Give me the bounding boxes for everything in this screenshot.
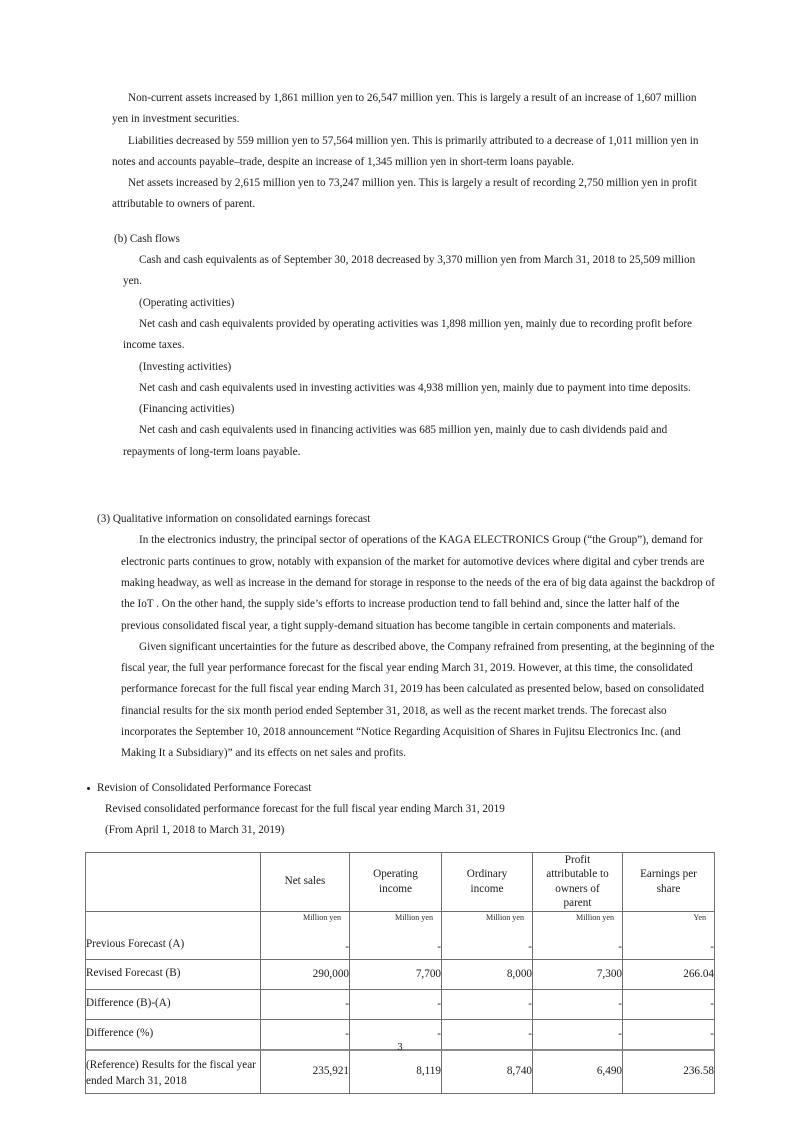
table-row [86, 989, 715, 1019]
forecast-table [85, 852, 715, 1094]
cell-difference-percent-net-sales: - [261, 1019, 350, 1050]
cell-reference-ordinary-income: 8,740 [442, 1050, 533, 1094]
heading-cash-flows: (b) Cash flows [114, 232, 180, 245]
cell-difference-percent-eps: - [623, 1019, 715, 1050]
label-investing-activities: (Investing activities) [139, 360, 232, 373]
cell-revised-forecast-net-sales: 290,000 [261, 959, 350, 989]
paragraph-operating-activities: Net cash and cash equivalents provided by operating activities was 1,898 million yen, mainly due to recording profit before income taxes. [123, 317, 693, 352]
cell-reference-net-sales: 235,921 [261, 1050, 350, 1094]
cell-value: - [345, 940, 349, 953]
unit-label-operating-income: Million yen [395, 912, 433, 922]
cell-difference-ba-eps: - [623, 989, 715, 1019]
page-number: 3 [397, 1042, 403, 1053]
cell-difference-percent-operating-income: - [350, 1019, 442, 1050]
column-header-net-sales: Net sales [261, 852, 350, 911]
cell-previous-forecast-net-sales [261, 911, 350, 959]
paragraph-financing-activities: Net cash and cash equivalents used in financing activities was 685 million yen, mainly due to cash dividends paid and repayments of long-term loans payable. [123, 424, 668, 458]
column-header-profit-attributable: Profit attributable to owners of parent [533, 852, 623, 911]
paragraph-uncertainties: Given significant uncertainties for the future as described above, the Company refrained from presenting, at the beginning of the fiscal year, the full year performance forecast for the fiscal year ending March 31, 2019. However, at this time, the consolidated performance forecast for the full fiscal year ending March 31, 2019 has been calculated as presented below, based on consolidated financial results for the six month period ended September 31, 2018, as well as the recent market trends. The forecast also incorporates the September 10, 2018 announcement “Notice Regarding Acquisition of Shares in Fujitsu Electronics Inc. (and Making It a Subsidiary)” and its effects on net sales and profits. [121, 640, 715, 760]
row-label-previous-forecast: Previous Forecast (A) [86, 911, 261, 959]
cell-revised-forecast-ordinary-income: 8,000 [442, 959, 533, 989]
spacer [85, 463, 715, 509]
row-label-reference-results: (Reference) Results for the fiscal year ended March 31, 2018 [86, 1050, 261, 1094]
bullet-heading-revision [85, 778, 715, 799]
paragraph-net-assets: Net assets increased by 2,615 million yen to 73,247 million yen. This is largely a result of recording 2,750 million yen in profit attributable to owners of parent. [112, 177, 697, 211]
heading-qualitative-forecast: (3) Qualitative information on consolidated earnings forecast [97, 513, 371, 526]
table-row [86, 911, 715, 959]
row-label-difference-percent: Difference (%) [86, 1019, 261, 1050]
cell-difference-ba-net-sales: - [261, 989, 350, 1019]
section-cash-flows [85, 229, 715, 463]
spacer [85, 216, 715, 229]
cell-revised-forecast-eps: 266.04 [623, 959, 715, 989]
unit-label-eps: Yen [693, 912, 706, 922]
assets-paragraph-group [85, 88, 715, 216]
cell-reference-eps: 236.58 [623, 1050, 715, 1094]
paragraph-liabilities: Liabilities decreased by 559 million yen to 57,564 million yen. This is primarily attributed to a decrease of 1,011 million yen in notes and accounts payable–trade, despite an increase of 1,345 million yen in short-term loans payable. [112, 134, 699, 168]
paragraph-electronics-industry: In the electronics industry, the principal sector of operations of the KAGA ELECTRONICS Group (“the Group”), demand for electronic parts continues to grow, notably with expansion of the market for automotive devices where digital and cyber trends are making headway, as well as increase in the demand for storage in response to the needs of the era of big data against the backdrop of the IoT . On the other hand, the supply side’s efforts to increase production tend to fall behind and, since the latter half of the previous consolidated fiscal year, a tight supply-demand situation has become tangible in certain components and materials. [121, 534, 715, 632]
unit-label-ordinary-income: Million yen [486, 912, 524, 922]
page-content [85, 88, 715, 1094]
row-label-difference-ba: Difference (B)-(A) [86, 989, 261, 1019]
column-header-ordinary-income: Ordinary income [442, 852, 533, 911]
bullet-heading-label: Revision of Consolidated Performance Forecast [97, 781, 312, 794]
section-qualitative-forecast [85, 509, 715, 765]
column-header-operating-income: Operating income [350, 852, 442, 911]
paragraph-cash-equivalents: Cash and cash equivalents as of September 30, 2018 decreased by 3,370 million yen from March 31, 2018 to 25,509 million yen. [123, 254, 696, 288]
unit-label-profit-attributable: Million yen [576, 912, 614, 922]
table-row [86, 1050, 715, 1094]
cell-value: - [528, 940, 532, 953]
label-operating-activities: (Operating activities) [139, 296, 235, 309]
cell-difference-percent-ordinary-income: - [442, 1019, 533, 1050]
cell-previous-forecast-eps [623, 911, 715, 959]
spacer [85, 765, 715, 778]
table-header-row [86, 852, 715, 911]
unit-label-net-sales: Million yen [303, 912, 341, 922]
revision-subtitle: Revised consolidated performance forecast for the full fiscal year ending March 31, 2019 [105, 802, 505, 815]
table-corner-cell [86, 852, 261, 911]
cell-previous-forecast-operating-income [350, 911, 442, 959]
cell-difference-ba-profit-attributable: - [533, 989, 623, 1019]
paragraph-investing-activities: Net cash and cash equivalents used in investing activities was 4,938 million yen, mainly due to payment into time deposits. [139, 381, 691, 394]
cell-difference-percent-profit-attributable: - [533, 1019, 623, 1050]
cell-reference-operating-income: 8,119 [350, 1050, 442, 1094]
cell-value: - [710, 940, 714, 953]
cell-reference-profit-attributable: 6,490 [533, 1050, 623, 1094]
bullet-dot-icon [87, 787, 90, 790]
column-header-earnings-per-share: Earnings per share [623, 852, 715, 911]
cell-revised-forecast-profit-attributable: 7,300 [533, 959, 623, 989]
cell-revised-forecast-operating-income: 7,700 [350, 959, 442, 989]
cell-value: - [618, 940, 622, 953]
label-financing-activities: (Financing activities) [139, 403, 235, 416]
revision-period: (From April 1, 2018 to March 31, 2019) [105, 824, 285, 837]
cell-previous-forecast-profit-attributable [533, 911, 623, 959]
paragraph-non-current-assets: Non-current assets increased by 1,861 million yen to 26,547 million yen. This is largely a result of an increase of 1,607 million yen in investment securities. [112, 92, 697, 126]
cell-difference-ba-operating-income: - [350, 989, 442, 1019]
cell-previous-forecast-ordinary-income [442, 911, 533, 959]
row-label-revised-forecast: Revised Forecast (B) [86, 959, 261, 989]
table-row [86, 959, 715, 989]
cell-difference-ba-ordinary-income: - [442, 989, 533, 1019]
cell-value: - [437, 940, 441, 953]
